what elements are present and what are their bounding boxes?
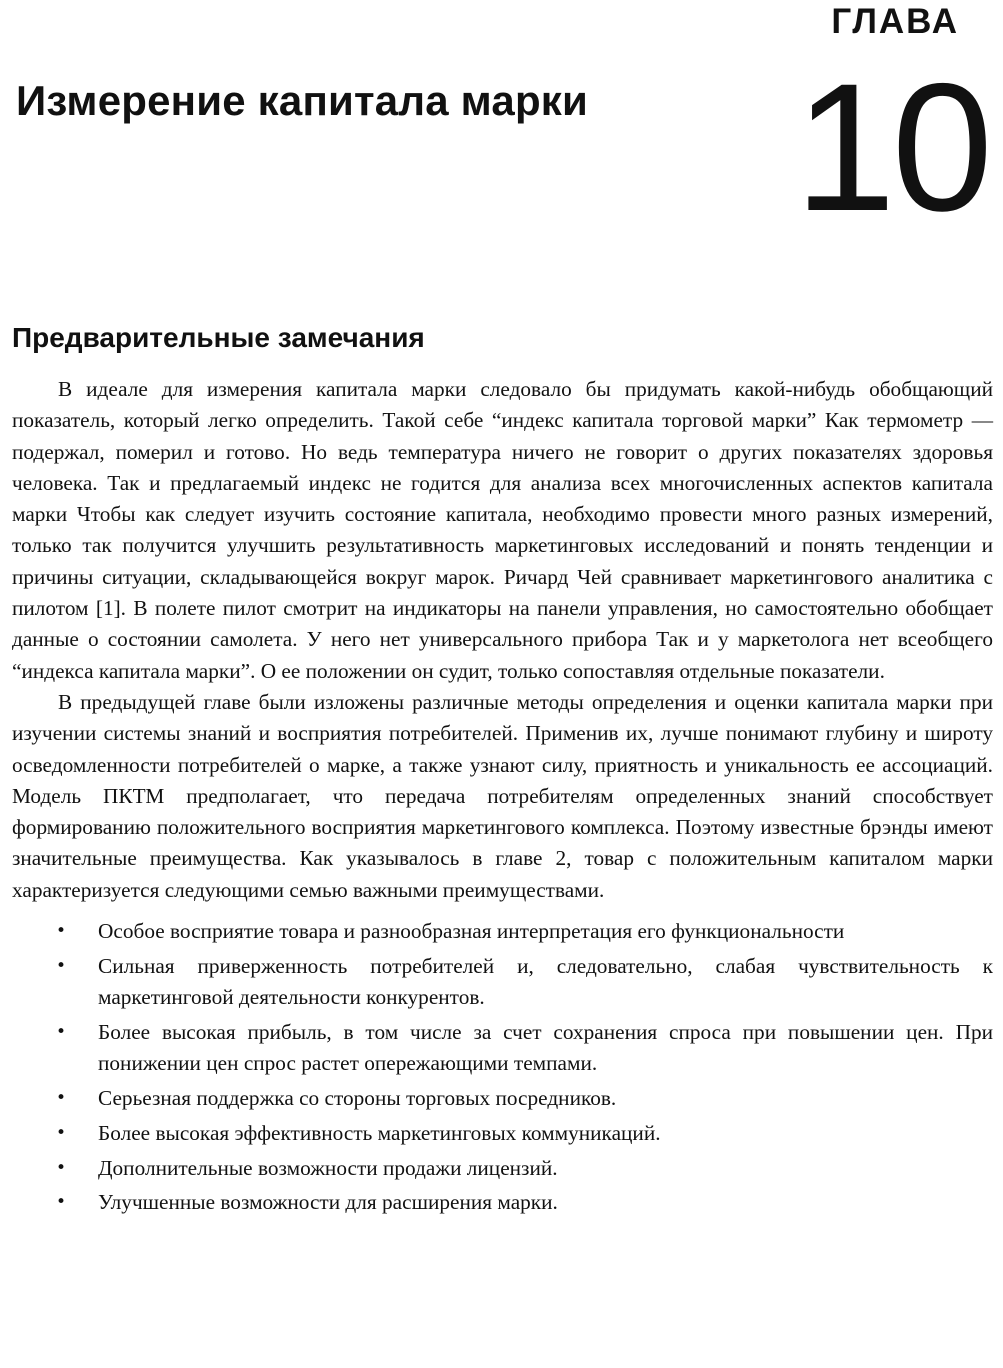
bullet-icon: •	[56, 1157, 67, 1178]
list-item-text: Более высокая эффективность маркетинговых коммуникаций.	[98, 1120, 661, 1145]
chapter-number: 10	[794, 45, 989, 249]
list-item	[12, 1017, 993, 1080]
bullet-icon: •	[56, 1021, 67, 1042]
bullet-icon: •	[56, 1122, 67, 1143]
paragraph: В предыдущей главе были изложены различные методы определения и оценки капитала марки при изучении системы знаний и восприятия потребителей. Применив их, лучше понимают глубину и широту осведомленности потребителей о марке, а также узнают силу, приятность и уникальность ее ассоциаций. Модель ПКТМ предполагает, что передача потребителям определенных знаний способствует формированию положительного восприятия маркетингового комплекса. Поэтому известные брэнды имеют значительные преимущества. Как указывалось в главе 2, товар с положительным капиталом марки характеризуется следующими семью важными преимуществами.	[12, 689, 993, 902]
bullet-icon: •	[56, 955, 67, 976]
paragraph: В идеале для измерения капитала марки следовало бы придумать какой-нибудь обобщающий показатель, который легко определить. Такой себе “индекс капитала торговой марки” Как термометр — подержал, померил и готово. Но ведь температура ничего не говорит о других показателях здоровья человека. Так и предлагаемый индекс не годится для анализа всех многочисленных аспектов капитала марки Чтобы как следует изучить состояние капитала, необходимо провести много разных измерений, только так получится улучшить результативность маркетинговых исследований и понять тенденции и причины ситуации, складывающейся вокруг марок. Ричард Чей сравнивает маркетингового аналитика с пилотом [1]. В полете пилот смотрит на индикаторы на панели управления, но самостоятельно обобщает данные о состоянии самолета. У него нет универсального прибора Так и у маркетолога нет всеобщего “индекса капитала марки”. О ее положении он судит, только сопоставляя отдельные показатели.	[12, 377, 993, 683]
bullet-icon: •	[56, 921, 67, 942]
list-item-text: Сильная приверженность потребителей и, следовательно, слабая чувствительность к маркетинговой деятельности конкурентов.	[98, 953, 993, 1010]
list-item-text: Более высокая прибыль, в том числе за счет сохранения спроса при повышении цен. При понижении цен спрос растет опережающими темпами.	[98, 1019, 993, 1076]
list-item	[12, 1153, 993, 1184]
list-item	[12, 916, 993, 947]
bullet-icon: •	[56, 1088, 67, 1109]
list-item-text: Дополнительные возможности продажи лицензий.	[98, 1155, 558, 1180]
advantages-list	[12, 916, 993, 1219]
body-text	[12, 374, 993, 1222]
list-item	[12, 1083, 993, 1114]
list-item	[12, 951, 993, 1014]
list-item-text: Улучшенные возможности для расширения марки.	[98, 1190, 558, 1215]
chapter-label: ГЛАВА	[831, 2, 959, 41]
list-item	[12, 1187, 993, 1218]
section-heading: Предварительные замечания	[12, 322, 425, 353]
list-item	[12, 1118, 993, 1149]
list-item-text: Серьезная поддержка со стороны торговых посредников.	[98, 1086, 617, 1111]
list-item-text: Особое восприятие товара и разнообразная интерпретация его функциональности	[98, 919, 845, 944]
bullet-icon: •	[56, 1192, 67, 1213]
chapter-title: Измерение капитала марки	[16, 77, 589, 124]
